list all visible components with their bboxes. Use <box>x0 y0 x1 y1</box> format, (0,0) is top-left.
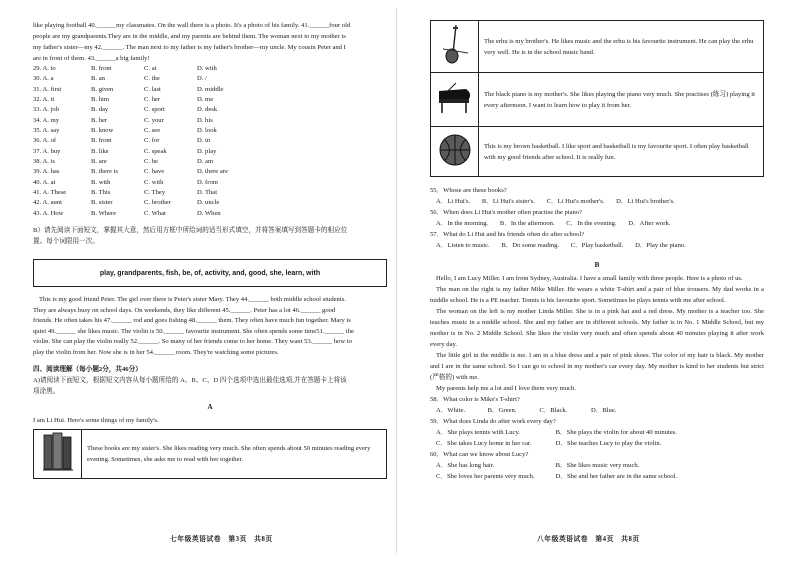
option-cell: 35. A. say <box>33 127 60 135</box>
intro-line: people are my grandparents.They are in the middle, and my parents are behind them. The woman next to my mother is <box>33 33 346 40</box>
passage-a-label: A <box>207 403 213 412</box>
option: D．She teaches Lucy to play the violin. <box>555 440 662 447</box>
basketball-icon <box>437 132 473 168</box>
erhu-text: The erhu is my brother's. He likes music and the erhu is his favourite instrument. He can play the erhu very well. He is in the school music band. <box>479 21 764 73</box>
intro-line: my father's sister—my 42.______. The man next to my father is my father's brother—my uncle. My cousin Peter and I <box>33 44 346 51</box>
option: A．In the morning. <box>436 220 489 227</box>
options-60 <box>436 460 764 471</box>
cloze-passage <box>33 295 387 358</box>
option-cell: 31. A. first <box>33 85 62 93</box>
section4-instruction-cont: 项涂黑。 <box>33 388 60 396</box>
option-cell: D. play <box>197 147 217 155</box>
intro-line: like playing football 40.______my classmates. On the wall there is a photo. It's a photo of his family. 41.______four old <box>33 22 351 29</box>
intro-paragraph <box>33 20 387 64</box>
passage-b-paragraph: Hello, I am Lucy Miller. I am from Sydney, Australia. I have a small family with three people. Here is a photo of us. <box>436 275 743 282</box>
option-cell: C. at <box>144 65 157 72</box>
option-cell: 33. A. job <box>33 106 60 114</box>
option-cell: B. day <box>91 106 109 114</box>
books-text: These books are my sister's. She likes reading very much. She often spends about 50 minutes reading every evening. Sometimes, she asks me to read with her together. <box>82 430 387 479</box>
section-b-instruction: B）请先阅读下面短文，掌握其大意，然后用方框中所给词的适当形式填空，并将答案填写到答题卡的相应位 <box>33 227 348 235</box>
option: C．Li Hui's mother's. <box>546 198 605 205</box>
option-cell: C. last <box>144 85 161 93</box>
belongings-table <box>430 20 764 177</box>
option-cell: B. an <box>91 75 105 83</box>
option: B．She plays the violin for about 40 minutes. <box>555 429 677 436</box>
question-56: 56．When does Li Hui's mother often practise the piano? <box>430 209 583 216</box>
option-cell: C. brother <box>144 199 171 207</box>
option: A．Li Hui's. <box>436 198 471 205</box>
passage-a-intro: I am Li Hui. Here's some things of my family's. <box>33 417 159 425</box>
cloze-line: This is my good friend Peter. The girl over there is Peter's sister Mary. They 44.______ both middle school students. <box>39 296 346 304</box>
cloze-line: violin. She can play the violin really 52.______. So many of her friends come to her home. They want 53.______ how to <box>33 338 352 346</box>
left-footer: 七年级英语试卷 第3页 共8页 <box>170 536 273 543</box>
options-grid <box>33 64 387 219</box>
option-cell: D. me <box>197 96 214 104</box>
options-55 <box>436 196 764 207</box>
option-cell: B. from <box>91 65 112 72</box>
option-cell: C. see <box>144 127 161 135</box>
option: B．Do some reading. <box>501 242 560 249</box>
option-cell: C. What <box>144 209 166 217</box>
piano-text: The black piano is my mother's. She likes playing the piano very much. She practises (练习) playing it every afternoon. I want to learn how to play it from her. <box>479 73 764 127</box>
option-cell: B. her <box>91 116 108 124</box>
right-page <box>397 0 794 561</box>
option: C．Black. <box>539 407 568 414</box>
cloze-line: play the violin from her. Now she is in her 54.______ room. They're watching some pictures. <box>33 348 279 356</box>
option-cell: B. with <box>91 178 111 186</box>
option-cell: D. That <box>197 189 218 197</box>
option-cell: B. from <box>91 137 112 145</box>
piano-image <box>431 73 479 127</box>
option-cell: 42. A. aunt <box>33 199 62 207</box>
option-cell: 38. A. is <box>33 158 55 166</box>
right-footer: 八年级英语试卷 第4页 共8页 <box>537 536 640 543</box>
question-60: 60．What can we know about Lucy? <box>430 451 529 458</box>
option: A．She has long hair. <box>436 462 495 469</box>
option-cell: 41. A. These <box>33 189 67 197</box>
section4-title: 四、阅读理解（每小题2分，共46分） <box>33 366 142 374</box>
questions-b <box>430 394 764 482</box>
basketball-text: This is my brown basketball. I like sport and basketball is my favourite sport. I often play basketball with my good friends after school. It is really fun. <box>479 127 764 177</box>
option-cell: D. in <box>197 137 211 145</box>
options-59 <box>436 427 764 438</box>
option-cell: D. there are <box>197 168 228 176</box>
options-57 <box>436 240 764 251</box>
option-cell: D. When <box>197 209 221 217</box>
option: A．Listen to music. <box>436 242 490 249</box>
option: C．She loves her parents very much. <box>436 473 535 480</box>
cloze-line: They are always busy on school days. On weekends, they like different 45.______. Peter has a lot 46.______ good <box>33 306 336 314</box>
option-cell: C. your <box>144 116 164 124</box>
option: D．Blue. <box>590 407 617 414</box>
option-cell: B. sister <box>91 199 113 207</box>
option-cell: 32. A. it <box>33 96 55 104</box>
question-55: 55．Whose are these books? <box>430 187 507 194</box>
option-cell: B. like <box>91 147 109 155</box>
option-cell: D. am <box>197 158 214 166</box>
question-57: 57．What do Li Hui and his friends often do after school? <box>430 231 585 238</box>
option-cell: D. his <box>197 116 213 124</box>
books-row <box>33 429 387 479</box>
option-cell: C. speak <box>144 147 167 155</box>
option-cell: D. from <box>197 178 218 186</box>
section4-instruction: A)请阅读下面短文，根据短文内容从每小题所给的 A、B、C、D 四个选项中选出最佳选项,并在答题卡上将该 <box>33 377 347 385</box>
options-58 <box>436 405 764 416</box>
option: B．She likes music very much. <box>555 462 640 469</box>
option-cell: D. uncle <box>197 199 220 207</box>
option: C．Play basketball. <box>570 242 624 249</box>
option: D．Li Hui's brother's. <box>616 198 675 205</box>
options-60-cont <box>436 471 764 482</box>
option-cell: B. him <box>91 96 109 104</box>
questions-a <box>430 185 764 251</box>
option-cell: 37. A. buy <box>33 147 61 155</box>
option-cell: C. be <box>144 158 158 166</box>
option: B．In the afternoon. <box>499 220 555 227</box>
passage-b-paragraph: The man on the right is my father Mike Miller. He wears a white T-shirt and a pair of blue trousers. My dad works in a middle school. He is a PE teacher. Tennis is his favourite sport. Sometimes he plays tennis with me after school. <box>430 286 764 304</box>
option-cell: B. are <box>91 158 107 166</box>
passage-b-paragraph: The woman on the left is my mother Linda Miller. She is in a pink hat and a red dress. My mother is a teacher too. She teaches music in a middle school. She and my father are in different schools. My father is in No. 1 Middle School, but my mother is in No. 2 Middle School. She likes the violin very much and often spends about 40 minutes playing it after work every day. <box>430 308 764 348</box>
options-59-cont <box>436 438 764 449</box>
option: D．After work. <box>628 220 671 227</box>
option-cell: C. her <box>144 96 161 104</box>
option-cell: B. This <box>91 189 111 197</box>
piano-icon <box>436 81 474 115</box>
cloze-line: friends. He often takes his 47.______ rod and goes fishing 48.______ them. They often have much fun together. Mary is <box>33 317 351 325</box>
option: B．Li Hui's sister's. <box>481 198 535 205</box>
option-cell: 40. A. at <box>33 178 56 186</box>
word-box: play, grandparents, fish, be, of, activity, and, good, she, learn, with <box>33 259 387 287</box>
passage-b-paragraph: The little girl in the middle is me. I am in a blue dress and a pair of pink shoes. The color of my hair is black. My mother and I are in the same school. So I can go to school in my mother's car every day. My mother is kind to her students but strict (严格的) with me. <box>430 352 764 381</box>
section-b-instruction-cont: 置。每个词限用一次。 <box>33 238 99 246</box>
option-cell: B. know <box>91 127 114 135</box>
option-cell: B. given <box>91 85 114 93</box>
option-cell: C. for <box>144 137 160 145</box>
option-cell: C. sport <box>144 106 165 114</box>
books-image <box>34 430 82 479</box>
option-cell: 29. A. to <box>33 65 56 72</box>
option: D．She and her father are in the same school. <box>555 473 678 480</box>
option: A．White. <box>436 407 466 414</box>
option-cell: D. / <box>197 75 207 83</box>
erhu-image <box>431 21 479 73</box>
question-59: 59．What does Linda do after work every day? <box>430 418 556 425</box>
option: C．In the evening. <box>566 220 617 227</box>
option-cell: B. Where <box>91 209 117 217</box>
options-list <box>33 64 387 219</box>
basketball-image <box>431 127 479 177</box>
option: B．Green. <box>487 407 517 414</box>
option-cell: 34. A. my <box>33 116 60 124</box>
books-icon <box>40 431 76 473</box>
passage-b <box>430 273 764 394</box>
option-cell: D. with <box>197 65 217 72</box>
question-58: 58．What color is Mike's T-shirt? <box>430 396 520 403</box>
option: D．Play the piano. <box>635 242 686 249</box>
options-56 <box>436 218 764 229</box>
option-cell: D. desk <box>197 106 218 114</box>
option-cell: B. there is <box>91 168 118 176</box>
erhu-icon <box>438 23 472 67</box>
option-cell: C. the <box>144 75 160 83</box>
option-cell: 30. A. a <box>33 75 54 83</box>
option-cell: D. middle <box>197 85 224 93</box>
option-cell: C. with <box>144 178 164 186</box>
option-cell: 43. A. How <box>33 209 64 217</box>
option: C．She takes Lucy home in her car. <box>436 440 532 447</box>
option: A．She plays tennis with Lucy. <box>436 429 520 436</box>
passage-b-paragraph: My parents help me a lot and I love them very much. <box>436 385 576 392</box>
passage-b-label: B <box>594 261 600 269</box>
cloze-line: quiet 49.______ she likes music. The violin is 50.______ favourite instrument. She often spends some time51.______ the <box>33 327 354 335</box>
option-cell: 36. A. of <box>33 137 57 145</box>
option-cell: 39. A. has <box>33 168 60 176</box>
option-cell: C. have <box>144 168 165 176</box>
intro-line: are in front of them. 43.______a big family! <box>33 55 150 62</box>
option-cell: C. They <box>144 189 166 197</box>
option-cell: D. look <box>197 127 217 135</box>
